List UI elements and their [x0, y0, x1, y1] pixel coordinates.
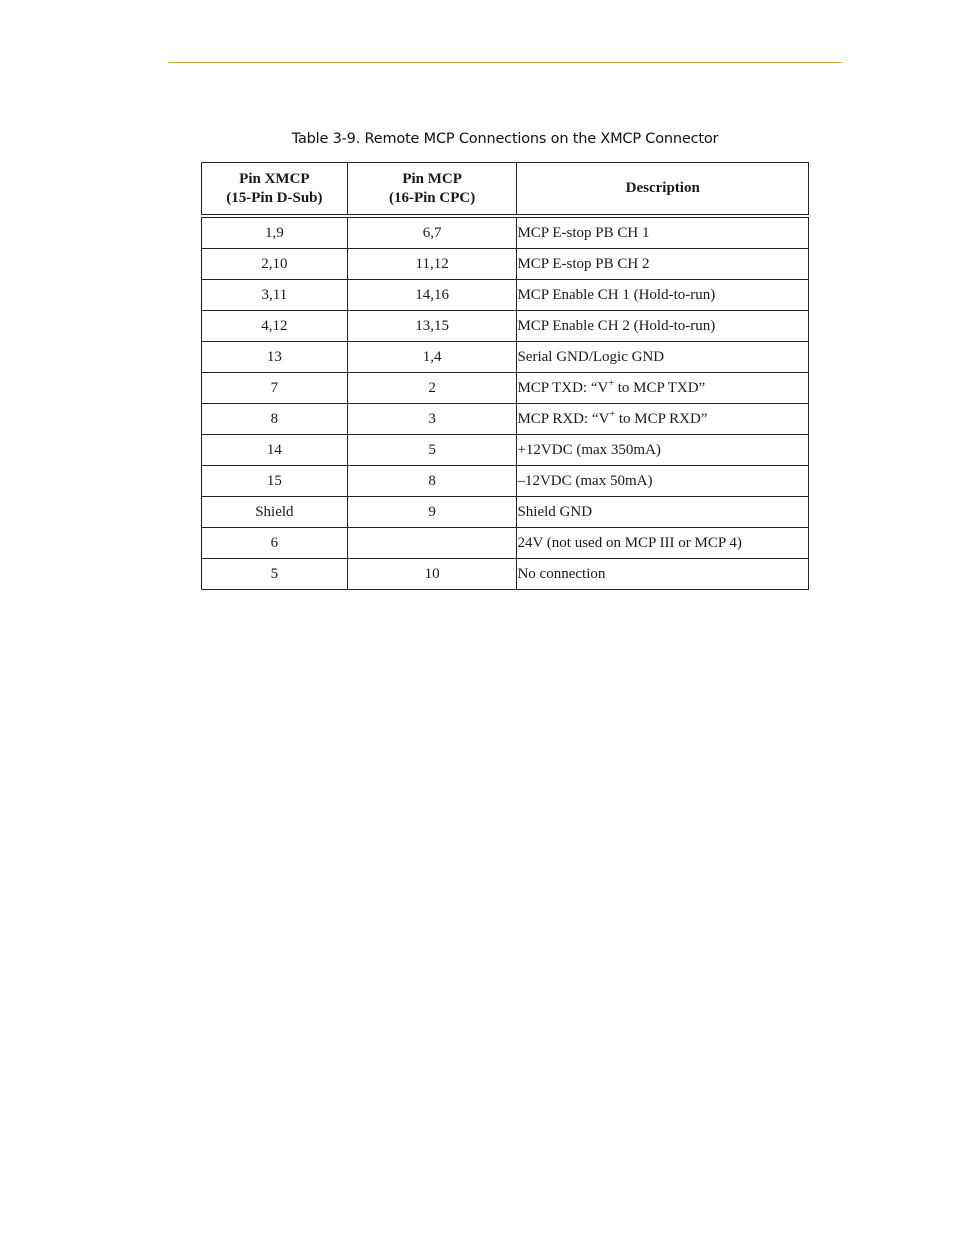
- cell-description: MCP Enable CH 1 (Hold-to-run): [517, 280, 809, 311]
- cell-pin-xmcp: Shield: [202, 497, 348, 528]
- superscript-plus: +: [609, 409, 616, 420]
- description-text-post: to MCP TXD”: [613, 380, 706, 396]
- cell-pin-mcp: [347, 528, 517, 559]
- remote-mcp-connections-table: [201, 162, 809, 590]
- description-text-pre: MCP TXD: “V: [517, 380, 609, 396]
- header-pin-xmcp-line1: Pin XMCP: [239, 170, 310, 187]
- table-row: [202, 342, 809, 373]
- cell-description: –12VDC (max 50mA): [517, 466, 809, 497]
- header-pin-xmcp: [202, 163, 348, 217]
- header-pin-mcp: [347, 163, 517, 217]
- table-row: [202, 435, 809, 466]
- cell-pin-xmcp: 13: [202, 342, 348, 373]
- cell-pin-mcp: 5: [347, 435, 517, 466]
- table-row: [202, 311, 809, 342]
- cell-description: 24V (not used on MCP III or MCP 4): [517, 528, 809, 559]
- cell-pin-xmcp: 2,10: [202, 249, 348, 280]
- cell-description: Shield GND: [517, 497, 809, 528]
- table-row: [202, 216, 809, 249]
- superscript-plus: +: [608, 378, 614, 389]
- cell-pin-mcp: 10: [347, 559, 517, 590]
- cell-pin-mcp: 9: [347, 497, 517, 528]
- cell-pin-mcp: 11,12: [347, 249, 517, 280]
- header-rule: [168, 62, 842, 63]
- cell-pin-xmcp: 7: [202, 373, 348, 404]
- header-pin-mcp-line1: Pin MCP: [402, 170, 462, 187]
- cell-pin-mcp: 6,7: [347, 216, 517, 249]
- cell-description: MCP Enable CH 2 (Hold-to-run): [517, 311, 809, 342]
- table-row: [202, 559, 809, 590]
- header-pin-xmcp-line2: (15-Pin D-Sub): [226, 189, 323, 206]
- cell-pin-xmcp: 1,9: [202, 216, 348, 249]
- table-caption: Table 3-9. Remote MCP Connections on the XMCP Connector: [291, 131, 719, 147]
- cell-pin-xmcp: 5: [202, 559, 348, 590]
- cell-description: [517, 373, 809, 404]
- cell-pin-xmcp: 3,11: [202, 280, 348, 311]
- cell-pin-mcp: 14,16: [347, 280, 517, 311]
- table-row: [202, 280, 809, 311]
- cell-description: MCP E-stop PB CH 1: [517, 216, 809, 249]
- cell-pin-xmcp: 8: [202, 404, 348, 435]
- cell-description: +12VDC (max 350mA): [517, 435, 809, 466]
- cell-description: MCP E-stop PB CH 2: [517, 249, 809, 280]
- cell-pin-xmcp: 6: [202, 528, 348, 559]
- header-pin-mcp-line2: (16-Pin CPC): [388, 189, 476, 206]
- cell-pin-xmcp: 14: [202, 435, 348, 466]
- description-text-post: to MCP RXD”: [615, 411, 708, 427]
- table-row: [202, 404, 809, 435]
- cell-pin-xmcp: 15: [202, 466, 348, 497]
- cell-pin-mcp: 3: [347, 404, 517, 435]
- table-row: [202, 497, 809, 528]
- cell-pin-mcp: 8: [347, 466, 517, 497]
- cell-description: No connection: [517, 559, 809, 590]
- table-row: [202, 466, 809, 497]
- cell-pin-mcp: 2: [347, 373, 517, 404]
- header-description: Description: [517, 163, 809, 217]
- cell-description: [517, 404, 809, 435]
- table-header-row: [202, 163, 809, 217]
- table-row: [202, 249, 809, 280]
- table-row: [202, 373, 809, 404]
- table-row: [202, 528, 809, 559]
- cell-pin-mcp: 13,15: [347, 311, 517, 342]
- description-text-pre: MCP RXD: “V: [517, 411, 610, 427]
- cell-pin-mcp: 1,4: [347, 342, 517, 373]
- cell-pin-xmcp: 4,12: [202, 311, 348, 342]
- cell-description: Serial GND/Logic GND: [517, 342, 809, 373]
